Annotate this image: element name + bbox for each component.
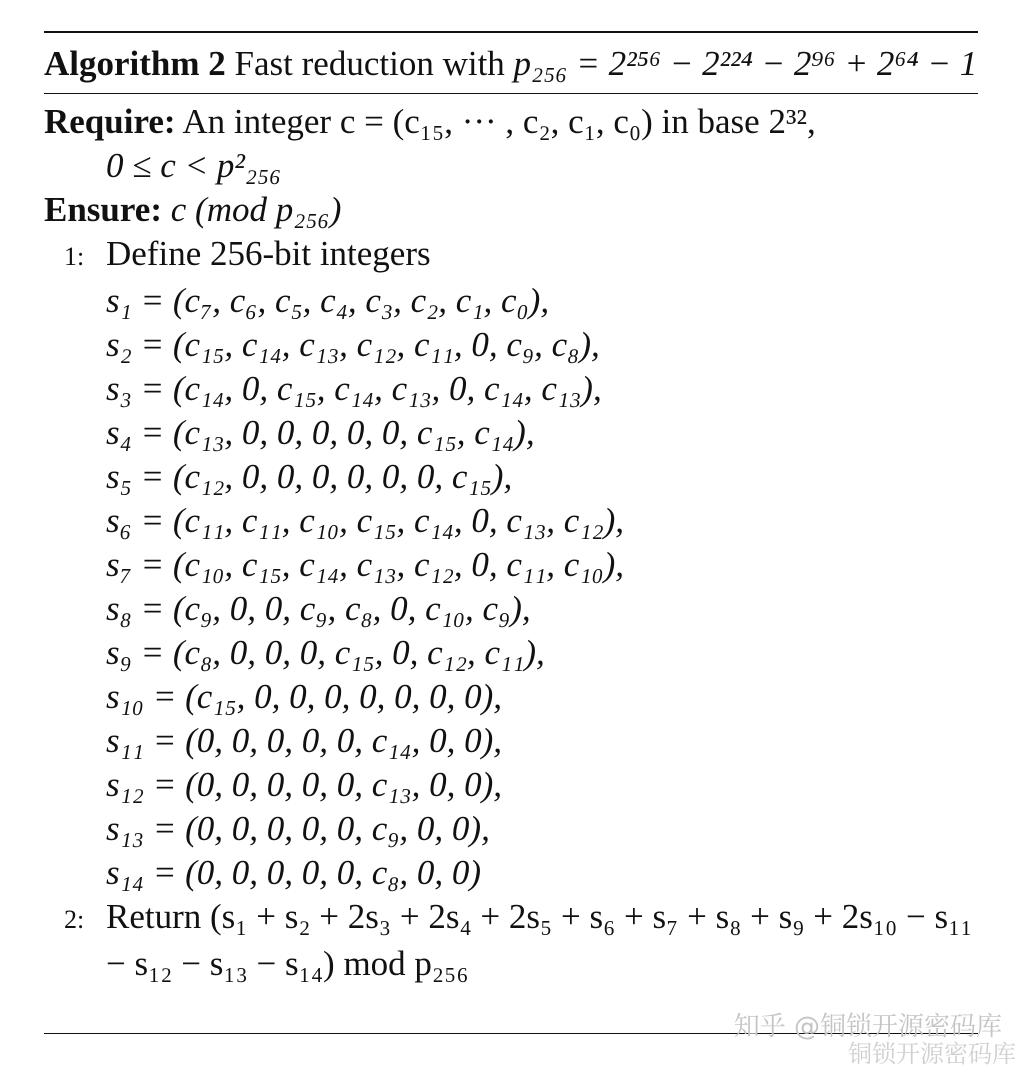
- definitions-list: [44, 279, 978, 895]
- definition-s14: s₁₄ = (0, 0, 0, 0, 0, c₈, 0, 0): [106, 853, 482, 892]
- definition-s10: s₁₀ = (c₁₅, 0, 0, 0, 0, 0, 0, 0),: [106, 677, 503, 716]
- step-1-number: 1:: [64, 242, 85, 271]
- step-1: [44, 232, 978, 279]
- require-text: An integer c = (c₁₅, ··· , c₂, c₁, c₀) in base 2³²,: [182, 102, 816, 141]
- definition-s7: s₇ = (c₁₀, c₁₅, c₁₄, c₁₃, c₁₂, 0, c₁₁, c₁₀),: [106, 545, 625, 584]
- algorithm-label: Algorithm 2: [44, 44, 226, 83]
- watermark-weibo: 铜锁开源密码库: [848, 1040, 1016, 1068]
- definition-s3: s₃ = (c₁₄, 0, c₁₅, c₁₄, c₁₃, 0, c₁₄, c₁₃),: [106, 369, 602, 408]
- ensure-label: Ensure:: [44, 190, 162, 229]
- step-2: [44, 895, 978, 986]
- definition-s8: s₈ = (c₉, 0, 0, c₉, c₈, 0, c₁₀, c₉),: [106, 589, 531, 628]
- definition-s4: s₄ = (c₁₃, 0, 0, 0, 0, 0, c₁₅, c₁₄),: [106, 413, 535, 452]
- definition-s1: s₁ = (c₇, c₆, c₅, c₄, c₃, c₂, c₁, c₀),: [106, 281, 550, 320]
- definition-s9: s₉ = (c₈, 0, 0, 0, c₁₅, 0, c₁₂, c₁₁),: [106, 633, 545, 672]
- step-1-text: Define 256-bit integers: [106, 234, 431, 273]
- step-2-number: 2:: [64, 905, 85, 934]
- definition-s12: s₁₂ = (0, 0, 0, 0, 0, c₁₃, 0, 0),: [106, 765, 503, 804]
- require-condition: 0 ≤ c < p²₂₅₆: [106, 146, 282, 185]
- require-continuation: [44, 144, 978, 188]
- ensure-line: [44, 188, 978, 232]
- algorithm-block: [44, 31, 978, 986]
- require-label: Require:: [44, 102, 176, 141]
- definition-s6: s₆ = (c₁₁, c₁₁, c₁₀, c₁₅, c₁₄, 0, c₁₃, c₁₂),: [106, 501, 625, 540]
- step-2-text: Return (s₁ + s₂ + 2s₃ + 2s₄ + 2s₅ + s₆ + s₇ + s₈ + s₉ + 2s₁₀ − s₁₁ − s₁₂ − s₁₃ − s₁₄) mod p₂₅₆: [106, 897, 973, 983]
- top-rule: [44, 31, 978, 33]
- ensure-text: c (mod p₂₅₆): [170, 190, 342, 229]
- algorithm-title-text: Fast reduction with: [234, 44, 505, 83]
- title-rule: [44, 93, 978, 94]
- require-line: [44, 100, 978, 144]
- definition-s2: s₂ = (c₁₅, c₁₄, c₁₃, c₁₂, c₁₁, 0, c₉, c₈),: [106, 325, 600, 364]
- definition-s5: s₅ = (c₁₂, 0, 0, 0, 0, 0, 0, c₁₅),: [106, 457, 513, 496]
- definition-s11: s₁₁ = (0, 0, 0, 0, 0, c₁₄, 0, 0),: [106, 721, 503, 760]
- algorithm-modulus: p₂₅₆ = 2²⁵⁶ − 2²²⁴ − 2⁹⁶ + 2⁶⁴ − 1: [513, 44, 978, 83]
- algorithm-title: [44, 41, 978, 87]
- definition-s13: s₁₃ = (0, 0, 0, 0, 0, c₉, 0, 0),: [106, 809, 490, 848]
- watermark-zhihu: 知乎 @铜锁开源密码库: [733, 1012, 1002, 1042]
